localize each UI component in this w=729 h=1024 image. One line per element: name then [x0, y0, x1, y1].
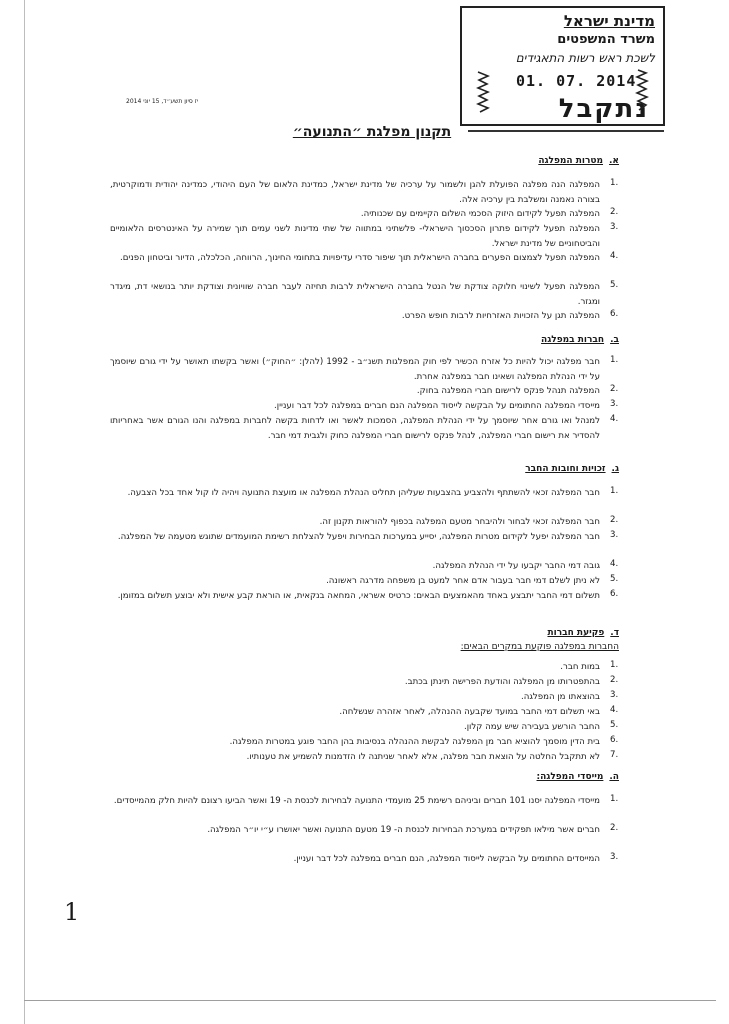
list-number: 3. — [610, 852, 619, 862]
list-item: למנהל ואו גורם אחר שיוסמך על ידי הנהלת המפלגה, הסמכות לאשר ואו לדחות בקשה לחברות במפלגה והנו הגורם אשר באחריותו להסדיר את רישום חברי המפלגה, לנהל פנקס לרישום חברי המפלגה כחוק ולגבית דמי חבר. — [110, 416, 600, 441]
list-number: 2. — [610, 675, 619, 685]
list-number: 5. — [610, 720, 619, 730]
list-item: בהתפטרותו מן המפלגה והודעת הפרישה תינתן בכתב. — [404, 677, 600, 687]
section-a-heading: א.מטרות המפלגה — [538, 156, 619, 166]
list-item: המפלגה תגן על הזכויות האזרחיות לרבות חופש הפרט. — [401, 311, 600, 321]
list-item: במות חבר. — [560, 662, 600, 672]
list-number: 7. — [610, 750, 619, 760]
list-item: בהוצאתו מן המפלגה. — [521, 692, 600, 702]
list-item: מייסדי המפלגה החתומים על הבקשה לייסוד המפלגה הנם חברים במפלגה לכל דבר ועניין. — [274, 401, 600, 411]
list-item: המפלגה הנה מפלגה הפועלת להגן ולשמור על ערכיה של מדינת ישראל, כמדינת הלאום של העם היהודי, כמדינה יהודית ודמוקרטית, בצורה נאמנה ומשלבת בין ערכיה אלה. — [110, 180, 600, 205]
list-item: בית הדין מוסמך להוציא חבר מן המפלגה לבקשת ההנהלה בנסיבות בהן החבר פוגע במטרות המפלגה. — [229, 737, 600, 747]
section-e-heading: ה.מייסדי המפלגה: — [536, 772, 619, 782]
list-number: 2. — [610, 515, 619, 525]
list-item: חבר המפלגה זכאי להשתתף ולהצביע בהצבעות שעליהן תחליט הנהלת המפלגה או מועצת התנועה ויהיה לו קול אחד בכל הצבעה. — [127, 488, 600, 498]
list-item: חבר מפלגה יכול להיות כל אזרח הכשיר לפי חוק המפלגות תשנ״ב - 1992 (להלן: ״החוק״) ואשר בקשתו תאושר על ידי גורם שיוסמך על ידי הנהלת המפלגה ושאינו חבר במפלגה אחרת. — [110, 357, 600, 382]
list-item: חבר המפלגה זכאי לבחור ולהיבחר מטעם המפלגה בכפוף להוראות תקנון זה. — [319, 517, 600, 527]
list-number: 2. — [610, 207, 619, 217]
list-item: לא ניתן לשלם דמי חבר בעבור אדם אחר למעט בן משפחה מדרגה ראשונה. — [326, 576, 600, 586]
list-number: 4. — [610, 705, 619, 715]
bottom-rule — [24, 1000, 716, 1001]
list-number: 2. — [610, 384, 619, 394]
list-item: חבר המפלגה יפעל לקידום מטרות המפלגה, יסייע במערכות הבחירות ויפעל להצלחת רשימת המועמדים שתוגש מטעמה של המפלגה. — [117, 532, 600, 542]
list-number: 3. — [610, 530, 619, 540]
list-number: 5. — [610, 574, 619, 584]
section-b-heading: ב.חברות במפלגה — [541, 335, 619, 345]
list-number: 1. — [610, 178, 619, 188]
list-number: 1. — [610, 660, 619, 670]
list-item: גובה דמי החבר יקבעו על ידי הנהלת המפלגה. — [432, 561, 600, 571]
header-date-note: יז סיון תשע״ד, 15 יוני 2014 — [126, 98, 199, 105]
list-item: המפלגה תפעל לשינוי חלוקה צודקת של הנטל בחברה הישראלית לרבות תחיזה לעבר חברה שוויונית וצודקת יותר בנושאי דת, מיגדר ומגזר. — [110, 282, 600, 307]
list-number: 4. — [610, 559, 619, 569]
list-number: 1. — [610, 486, 619, 496]
list-item: המייסדים החתומים על הבקשה לייסוד המפלגה, הנם חברים במפלגה לכל דבר ועניין. — [293, 854, 600, 864]
list-number: 2. — [610, 823, 619, 833]
stamp-received: נתקבל — [558, 94, 649, 124]
list-item: חברים אשר מילאו תפקידים במערכת הבחירות לכנסת ה- 19 מטעם התנועה ואשר יאושרו ע״י יו״ר המפלגה. — [207, 825, 600, 835]
list-number: 5. — [610, 280, 619, 290]
list-number: 3. — [610, 690, 619, 700]
list-number: 1. — [610, 355, 619, 365]
section-d-heading: ד.פקיעת חברות — [547, 628, 619, 638]
received-stamp — [460, 6, 665, 126]
list-number: 6. — [610, 735, 619, 745]
page-edge-line — [24, 0, 25, 1024]
list-item: מייסדי המפלגה יסנו 101 חברים וביניהם רשימת 25 מועמדי התנועה לבחירות לכנסת ה- 19 ואשר הביעו רצונם להיות חלק מהמייסדים. — [113, 796, 600, 806]
document-title: תקנון מפלגת ״התנועה״ — [292, 124, 452, 140]
list-item: לא תתקבל החלטה על הוצאת חבר מפלגה, אלא לאחר שניתנה לו הזדמנות להשמיע את טענותיו. — [246, 752, 600, 762]
page-number: 1 — [64, 898, 80, 926]
section-d-subheading: החברות במפלגה פוקעת במקרים הבאים: — [460, 642, 619, 652]
stamp-office: לשכת ראש רשות התאגידים — [515, 51, 655, 65]
list-item: המפלגה תפעל לקידום היזוק הסכמי השלום הקיימים עם שכנותיה. — [360, 209, 600, 219]
list-number: 4. — [610, 251, 619, 261]
list-item: באי תשלום דמי החבר במועד שקבעה ההנהלה, לאחר אזהרה שנשלחה. — [339, 707, 600, 717]
stamp-date: 01. 07. 2014 — [516, 72, 637, 90]
list-number: 6. — [610, 309, 619, 319]
section-c-heading: ג.זכויות וחובות החבר — [525, 464, 619, 474]
stamp-mark-right — [635, 68, 649, 112]
list-number: 6. — [610, 589, 619, 599]
list-number: 4. — [610, 414, 619, 424]
list-item: המפלגה תפעל לצמצום הפערים בחברה הישראלית תוך שיפור סדרי עדיפויות בתחומי החינוך, הרווחה, הכלכלה, הדיור וביטחון הפנים. — [120, 253, 600, 263]
list-item: המפלגה תפעל לקידום פתרון הסכסוך הישראלי- פלשתיני במתווה של שתי מדינות לשני עמים תוך שמירה על האינטרסים הלאומיים והביטחוניים של מדינת ישראל. — [110, 224, 600, 249]
list-number: 3. — [610, 399, 619, 409]
stamp-state-name: מדינת ישראל — [563, 12, 655, 30]
stamp-ministry: משרד המשפטים — [557, 32, 655, 47]
list-item: המפלגה תנהל פנקס לרישום חברי המפלגה בחוק. — [416, 386, 600, 396]
stamp-mark-left — [476, 70, 490, 114]
list-number: 3. — [610, 222, 619, 232]
list-item: תשלום דמי החבר יתבצע באחד מהאמצעים הבאים: כרטיס אשראי, המחאה בנקאית, או הוראת קבע אישית ולא יבוצע תשלום במזומן. — [117, 591, 600, 601]
list-item: החבר הורשע בעבירה שיש עמה קלון. — [463, 722, 600, 732]
list-number: 1. — [610, 794, 619, 804]
stamp-underline — [468, 130, 664, 132]
